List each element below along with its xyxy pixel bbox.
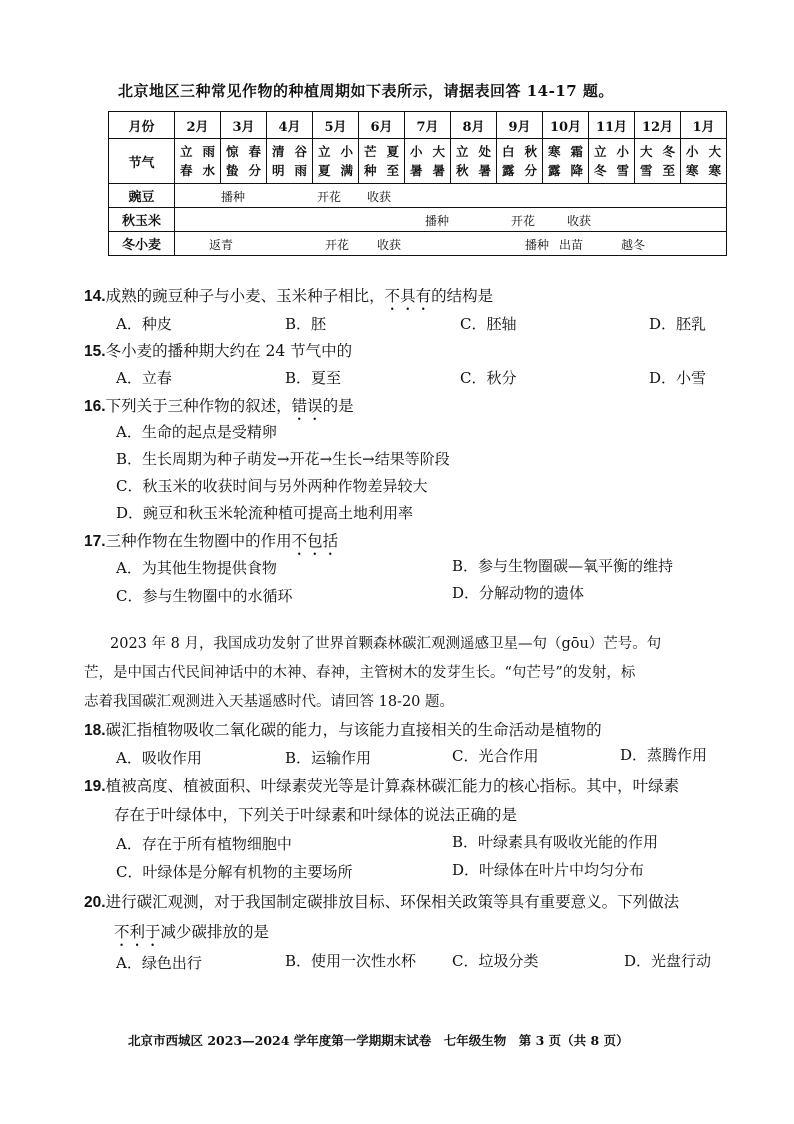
stage-label: 越冬 — [621, 238, 646, 252]
stage-label: 收获 — [567, 214, 592, 228]
option: A．存在于所有植物细胞中 — [116, 835, 292, 853]
planting-cycle-table — [108, 111, 727, 256]
option: C．叶绿体是分解有机物的主要场所 — [116, 863, 353, 881]
crop-row-winter-wheat — [109, 232, 727, 256]
stage-label: 播种 — [425, 214, 450, 228]
solar-term-cell: 惊蛰 春分 — [221, 139, 267, 184]
stage-label: 播种 — [221, 190, 246, 204]
month-cell: 4月 — [267, 112, 313, 139]
option: D．胚乳 — [649, 315, 707, 333]
option: D．分解动物的遗体 — [452, 584, 585, 602]
question-17: 17.三种作物在生物圈中的作用不包括 — [84, 532, 339, 550]
option: A．为其他生物提供食物 — [116, 559, 277, 577]
solar-term-cell: 小寒 大寒 — [681, 139, 727, 184]
solar-term-cell: 立夏 小满 — [313, 139, 359, 184]
month-cell: 1月 — [681, 112, 727, 139]
month-cell: 7月 — [405, 112, 451, 139]
month-header: 月份 — [109, 112, 175, 139]
option: B．运输作用 — [285, 749, 372, 767]
crop-label: 秋玉米 — [109, 208, 175, 232]
solar-term-cell: 清明 谷雨 — [267, 139, 313, 184]
solar-term-cell: 芒种 夏至 — [359, 139, 405, 184]
question-20-line-2: 不利于减少碳排放的是 — [114, 923, 270, 941]
option: B．胚 — [285, 315, 327, 333]
option: C．垃圾分类 — [452, 952, 539, 970]
month-cell: 6月 — [359, 112, 405, 139]
crop-label: 豌豆 — [109, 184, 175, 208]
solar-term-cell: 立冬 小雪 — [589, 139, 635, 184]
solar-term-header: 节气 — [109, 139, 175, 184]
stage-label: 播种 — [525, 238, 550, 252]
passage-line: 志着我国碳汇观测进入天基遥感时代。请回答 18-20 题。 — [84, 694, 455, 710]
passage-line: 2023 年 8 月，我国成功发射了世界首颗森林碳汇观测遥感卫星—句（gōu）芒号。句 — [110, 636, 662, 652]
table-intro: 北京地区三种常见作物的种植周期如下表所示，请据表回答 14-17 题。 — [118, 82, 614, 100]
option: A．绿色出行 — [116, 954, 202, 972]
passage-line: 芒，是中国古代民间神话中的木神、春神，主管树木的发芽生长。“句芒号”的发射，标 — [84, 665, 636, 681]
solar-term-cell: 小暑 大暑 — [405, 139, 451, 184]
crop-label: 冬小麦 — [109, 232, 175, 256]
month-cell: 11月 — [589, 112, 635, 139]
option: D．豌豆和秋玉米轮流种植可提高土地利用率 — [116, 504, 414, 522]
stage-label: 收获 — [377, 238, 402, 252]
option: C．胚轴 — [460, 315, 517, 333]
option: D．小雪 — [649, 369, 707, 387]
option: C．光合作用 — [452, 747, 539, 765]
question-19: 19.植被高度、植被面积、叶绿素荧光等是计算森林碳汇能力的核心指标。其中，叶绿素 — [84, 777, 680, 795]
page-footer: 北京市西城区 2023—2024 学年度第一学期期末试卷 七年级生物 第 3 页（共 8 页） — [128, 1033, 629, 1048]
crop-row-pea — [109, 184, 727, 208]
option: A．种皮 — [116, 315, 172, 333]
month-cell: 8月 — [451, 112, 497, 139]
stage-label: 开花 — [511, 214, 536, 228]
solar-term-cell: 寒露 霜降 — [543, 139, 589, 184]
option: B．参与生物圈碳—氧平衡的维持 — [452, 557, 674, 575]
option: C．秋玉米的收获时间与另外两种作物差异较大 — [116, 477, 428, 495]
option: A．立春 — [116, 369, 172, 387]
month-cell: 5月 — [313, 112, 359, 139]
question-14: 14.成熟的豌豆种子与小麦、玉米种子相比，不具有的结构是 — [84, 287, 494, 305]
question-19-line-2: 存在于叶绿体中，下列关于叶绿素和叶绿体的说法正确的是 — [114, 806, 518, 824]
stage-label: 开花 — [325, 238, 350, 252]
solar-term-cell: 大雪 冬至 — [635, 139, 681, 184]
question-16: 16.下列关于三种作物的叙述，错误的是 — [84, 397, 354, 415]
solar-term-cell: 立春 雨水 — [175, 139, 221, 184]
option: C．参与生物圈中的水循环 — [116, 587, 293, 605]
solar-term-cell: 白露 秋分 — [497, 139, 543, 184]
stage-label: 返青 — [209, 238, 234, 252]
month-row — [109, 112, 727, 139]
crop-timeline — [175, 208, 727, 232]
question-18: 18.碳汇指植物吸收二氧化碳的能力，与该能力直接相关的生命活动是植物的 — [84, 721, 602, 739]
month-cell: 2月 — [175, 112, 221, 139]
option: D．叶绿体在叶片中均匀分布 — [452, 861, 645, 879]
month-cell: 9月 — [497, 112, 543, 139]
crop-timeline — [175, 184, 727, 208]
month-cell: 3月 — [221, 112, 267, 139]
stage-label: 开花 — [317, 190, 342, 204]
option: B．使用一次性水杯 — [285, 952, 417, 970]
option: B．夏至 — [285, 369, 342, 387]
option: D．光盘行动 — [624, 952, 712, 970]
option: B．生长周期为种子萌发→开花→生长→结果等阶段 — [116, 450, 450, 468]
crop-timeline — [175, 232, 727, 256]
crop-row-autumn-corn — [109, 208, 727, 232]
solar-term-cell: 立秋 处暑 — [451, 139, 497, 184]
option: B．叶绿素具有吸收光能的作用 — [452, 833, 659, 851]
stage-label: 出苗 — [559, 238, 584, 252]
question-20: 20.进行碳汇观测，对于我国制定碳排放目标、环保相关政策等具有重要意义。下列做法 — [84, 893, 680, 911]
stage-label: 收获 — [367, 190, 392, 204]
solar-term-row — [109, 139, 727, 184]
option: C．秋分 — [460, 369, 517, 387]
question-15: 15.冬小麦的播种期大约在 24 节气中的 — [84, 342, 353, 360]
option: D．蒸腾作用 — [620, 746, 708, 764]
option: A．生命的起点是受精卵 — [116, 423, 277, 441]
month-cell: 12月 — [635, 112, 681, 139]
month-cell: 10月 — [543, 112, 589, 139]
option: A．吸收作用 — [116, 749, 202, 767]
